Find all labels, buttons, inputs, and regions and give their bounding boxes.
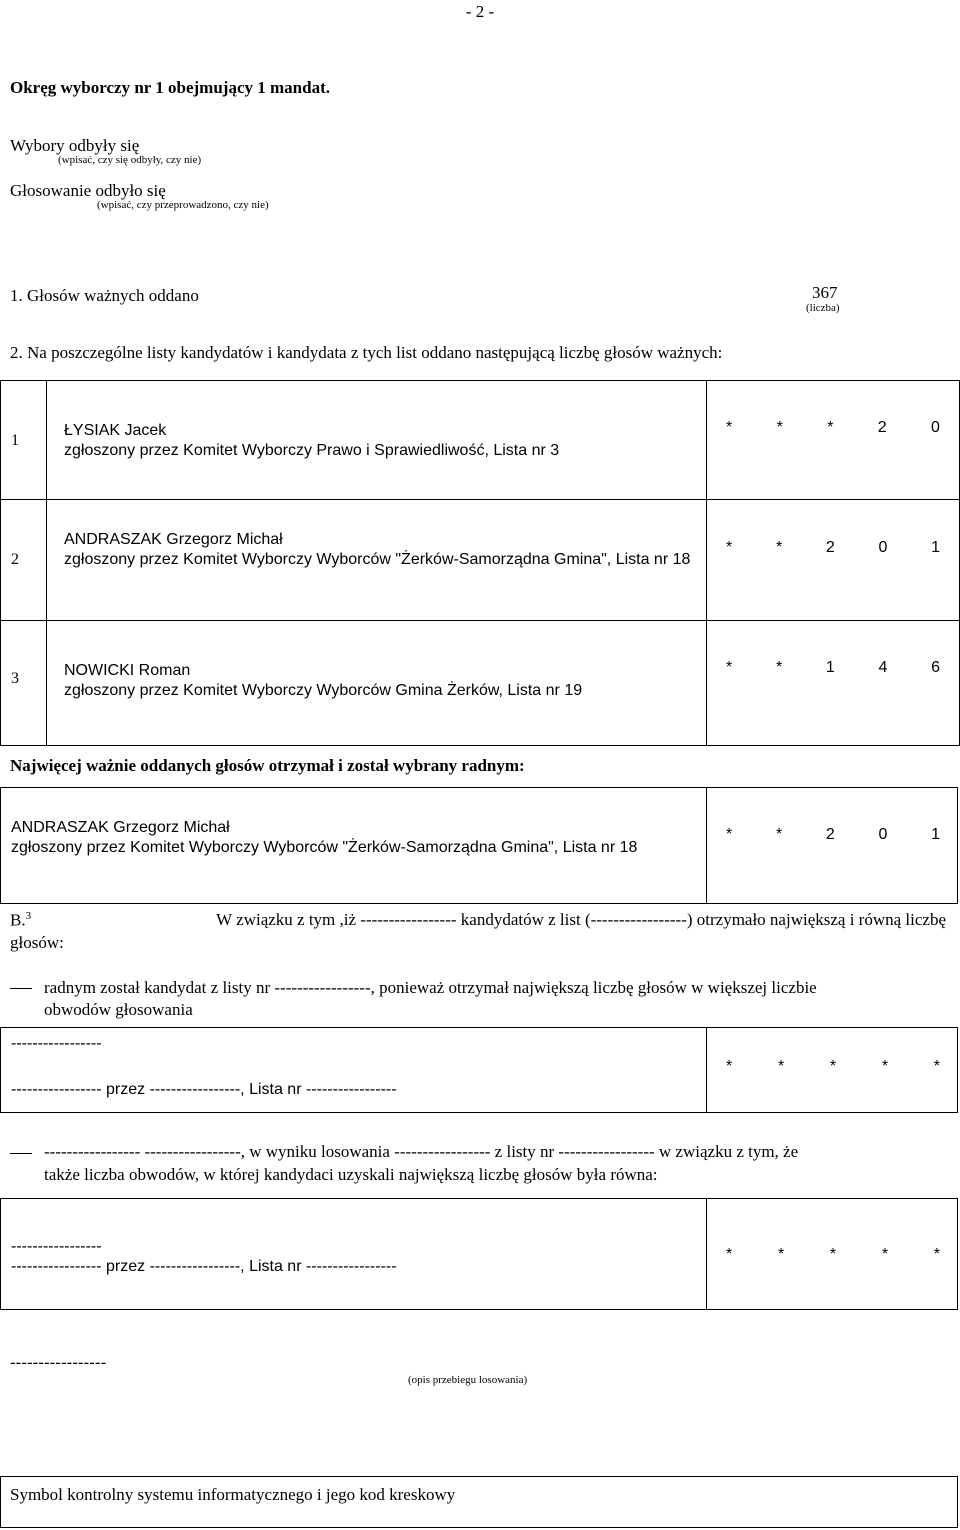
vote-digit: 0 (878, 826, 888, 843)
footer-label: Symbol kontrolny systemu informatycznego i jego kod kreskowy (10, 1485, 456, 1504)
vote-digit: * (775, 659, 783, 676)
candidate-number: 1 (11, 432, 19, 449)
vote-digit: 0 (931, 419, 940, 436)
candidate-info (64, 661, 694, 701)
winner-submitted: zgłoszony przez Komitet Wyborczy Wyborców "Żerków-Samorządna Gmina", Lista nr 18 (11, 839, 638, 856)
district-heading: Okręg wyborczy nr 1 obejmujący 1 mandat. (10, 78, 330, 97)
section-b-line2: głosów: (10, 933, 64, 952)
valid-votes-value: 367 (812, 283, 838, 302)
section-b-prefix: B.$^3$ (10, 910, 32, 930)
bullet-dash (10, 1153, 32, 1154)
winner-votes (708, 826, 958, 844)
bullet2-line1: ----------------- -----------------, w wyniku losowania ----------------- z listy nr ----------------- w związku z tym, że (44, 1142, 799, 1161)
vote-digit: 4 (878, 659, 888, 676)
candidate-row (1, 381, 959, 500)
vote-digit: * (726, 1058, 733, 1075)
vote-digit: * (775, 826, 783, 843)
vote-digit: * (775, 539, 783, 556)
vote-digit: * (726, 539, 733, 556)
voting-held-label: Głosowanie odbyło się (10, 181, 166, 200)
vote-digit: 2 (825, 826, 835, 843)
bullet1-line2: obwodów głosowania (44, 1000, 193, 1019)
voting-held-hint: (wpisać, czy przeprowadzono, czy nie) (97, 199, 269, 211)
vote-digit: * (726, 419, 733, 436)
candidate-submitted: zgłoszony przez Komitet Wyborczy Prawo i Sprawiedliwość, Lista nr 3 (64, 442, 560, 459)
candidate-submitted: zgłoszony przez Komitet Wyborczy Wyborców Gmina Żerków, Lista nr 19 (64, 682, 583, 699)
vote-digit: * (777, 1246, 785, 1263)
tie-box-1-line1: ----------------- (11, 1035, 102, 1052)
candidate-name: NOWICKI Roman (64, 662, 191, 679)
vote-digit: * (726, 826, 733, 843)
footer-box (0, 1476, 958, 1528)
vote-digit: 6 (931, 659, 940, 676)
candidate-info (64, 530, 694, 570)
per-list-heading: 2. Na poszczególne listy kandydatów i kandydata z tych list oddano następującą liczbę głosów ważnych: (10, 343, 723, 362)
vote-digit: 1 (931, 539, 940, 556)
winner-name: ANDRASZAK Grzegorz Michał (11, 819, 230, 836)
vote-digit: * (881, 1246, 889, 1263)
candidate-name: ANDRASZAK Grzegorz Michał (64, 531, 283, 548)
candidate-submitted: zgłoszony przez Komitet Wyborczy Wyborców "Żerków-Samorządna Gmina", Lista nr 18 (64, 551, 691, 568)
candidate-info (64, 421, 694, 461)
tie-box-2-votes (708, 1246, 958, 1264)
candidate-votes (708, 539, 958, 557)
candidate-votes (708, 419, 958, 437)
candidates-table (0, 380, 960, 746)
candidate-number: 2 (11, 551, 19, 568)
page-number: - 2 - (465, 2, 495, 21)
vote-digit: * (829, 1058, 837, 1075)
tie-box-1-line2: ----------------- przez -----------------, Lista nr ----------------- (11, 1081, 397, 1098)
candidate-name: ŁYSIAK Jacek (64, 422, 167, 439)
tie-box-1-votes (708, 1058, 958, 1076)
candidate-row (1, 621, 959, 746)
bullet-dash (10, 988, 32, 989)
vote-digit: * (726, 659, 733, 676)
draw-description-line: ----------------- (10, 1353, 107, 1372)
vote-digit: * (726, 1246, 733, 1263)
vote-digit: 1 (825, 659, 835, 676)
candidate-number: 3 (11, 670, 19, 687)
vote-digit: * (777, 1058, 785, 1075)
vote-digit: * (829, 1246, 837, 1263)
vote-digit: 2 (877, 419, 887, 436)
valid-votes-hint: (liczba) (806, 302, 840, 314)
elections-held-hint: (wpisać, czy się odbyły, czy nie) (58, 154, 202, 166)
vote-digit: * (933, 1246, 940, 1263)
tie-box-2-line2: ----------------- przez -----------------, Lista nr ----------------- (11, 1258, 397, 1275)
candidate-row (1, 500, 959, 621)
candidate-votes (708, 659, 958, 677)
elections-held-label: Wybory odbyły się (10, 136, 140, 155)
winner-info (11, 818, 637, 858)
valid-votes-label: 1. Głosów ważnych oddano (10, 286, 199, 305)
tie-box-2-line1: ----------------- (11, 1238, 102, 1255)
tie-box-1 (0, 1027, 958, 1113)
footnote-marker: 3 (25, 910, 32, 922)
vote-digit: * (933, 1058, 940, 1075)
draw-description-hint: (opis przebiegu losowania) (408, 1374, 528, 1386)
section-b-text: W związku z tym ,iż ----------------- kandydatów z list (-----------------) otrzymało największą i równą liczbę (216, 910, 946, 929)
section-b-line1 (10, 910, 946, 931)
winner-heading: Najwięcej ważnie oddanych głosów otrzymał i został wybrany radnym: (10, 756, 525, 775)
vote-digit: 1 (931, 826, 940, 843)
vote-digit: 2 (825, 539, 835, 556)
vote-digit: 0 (878, 539, 888, 556)
vote-digit: * (827, 419, 834, 436)
bullet2-line2: także liczba obwodów, w której kandydaci uzyskali największą liczbę głosów była równa: (44, 1165, 658, 1184)
vote-digit: * (776, 419, 783, 436)
winner-box (0, 787, 958, 904)
tie-box-2 (0, 1198, 958, 1310)
bullet1-line1: radnym został kandydat z listy nr -----------------, ponieważ otrzymał największą liczbę głosów w większej liczbie (44, 978, 817, 997)
vote-digit: * (881, 1058, 889, 1075)
